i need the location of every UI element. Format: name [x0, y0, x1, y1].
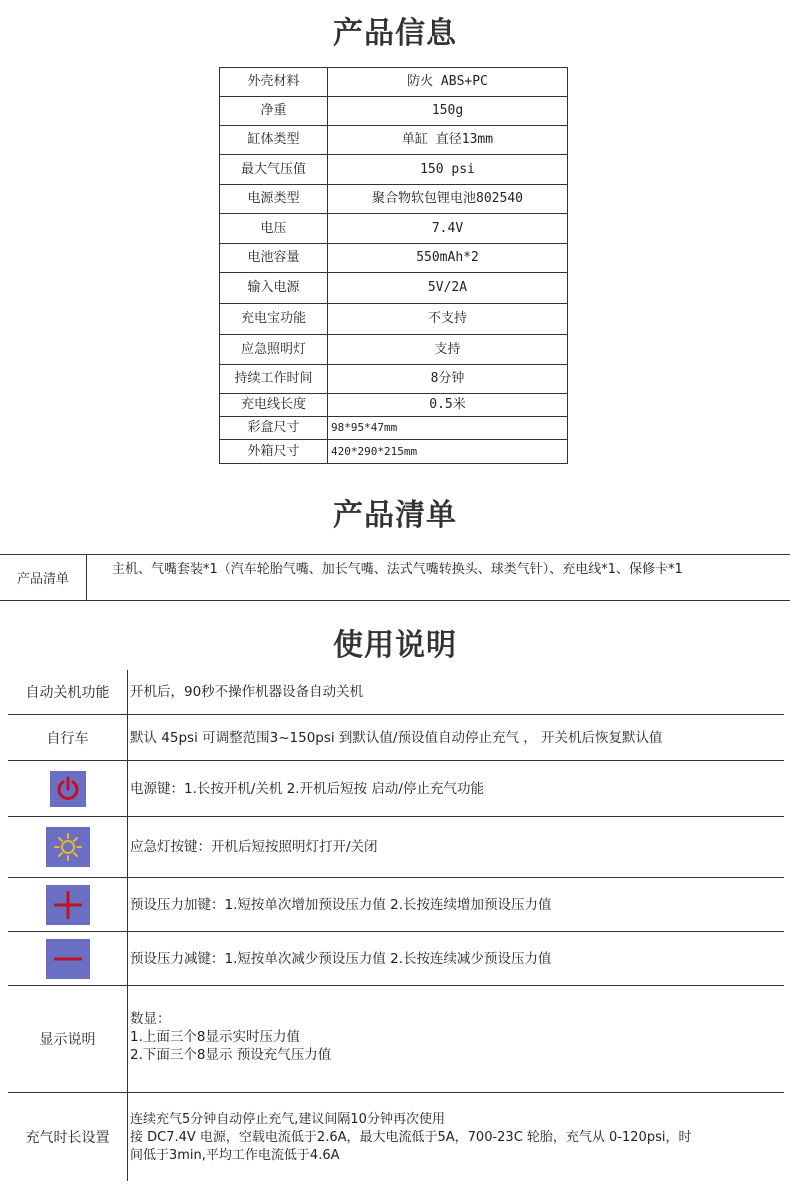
spec-label: 净重 — [220, 97, 328, 126]
spec-label: 电源类型 — [220, 185, 328, 214]
usage-row-light — [8, 817, 784, 878]
usage-label: 自行车 — [8, 715, 128, 760]
spec-value: 不支持 — [328, 304, 568, 335]
spec-value: 聚合物软包锂电池802540 — [328, 185, 568, 214]
spec-value: 150g — [328, 97, 568, 126]
spec-label: 电压 — [220, 214, 328, 244]
spec-label: 最大气压值 — [220, 155, 328, 185]
spec-label: 彩盒尺寸 — [220, 417, 328, 440]
usage-value: 默认 45psi 可调整范围3~150psi 到默认值/预设值自动停止充气 ， 开关机后恢复默认值 — [130, 729, 663, 746]
spec-label: 外箱尺寸 — [220, 440, 328, 464]
usage-row-minus — [8, 932, 784, 986]
display-line: 1.上面三个8显示实时压力值 — [130, 1029, 300, 1045]
usage-row-bicycle — [8, 715, 784, 761]
usage-row-display — [8, 986, 784, 1093]
spec-value: 防火 ABS+PC — [328, 68, 568, 97]
product-list-table — [0, 554, 790, 601]
display-line: 2.下面三个8显示 预设充气压力值 — [130, 1047, 332, 1063]
usage-row-charge-time — [8, 1093, 784, 1181]
minus-icon — [51, 942, 85, 976]
spec-label: 应急照明灯 — [220, 335, 328, 365]
usage-value: 预设压力减键：1.短按单次减少预设压力值 2.长按连续减少预设压力值 — [130, 950, 552, 967]
product-list-value: 主机、气嘴套装*1（汽车轮胎气嘴、加长气嘴、法式气嘴转换头、球类气针）、充电线*1、保修卡*1 — [112, 562, 683, 577]
spec-value: 550mAh*2 — [328, 244, 568, 273]
spec-value: 420*290*215mm — [328, 440, 568, 464]
display-line: 数显： — [130, 1011, 171, 1027]
spec-value: 5V/2A — [328, 273, 568, 304]
usage-row-power — [8, 761, 784, 817]
spec-label: 外壳材料 — [220, 68, 328, 97]
spec-value: 150 psi — [328, 155, 568, 185]
spec-value: 7.4V — [328, 214, 568, 244]
usage-value: 开机后，90秒不操作机器设备自动关机 — [130, 684, 364, 700]
section-title-usage: 使用说明 — [333, 628, 457, 663]
section-title-info: 产品信息 — [333, 16, 457, 51]
product-list-label: 产品清单 — [0, 555, 87, 600]
spec-label: 缸体类型 — [220, 126, 328, 155]
usage-value — [130, 986, 784, 1092]
usage-label: 自动关机功能 — [8, 670, 128, 714]
sun-icon — [53, 832, 83, 862]
usage-value — [130, 1093, 784, 1181]
spec-value: 单缸 直径13mm — [328, 126, 568, 155]
power-button-image — [50, 771, 86, 807]
power-icon — [53, 774, 83, 804]
spec-table — [219, 67, 568, 464]
spec-value: 0.5米 — [328, 394, 568, 417]
usage-label: 充气时长设置 — [8, 1093, 128, 1181]
spec-value: 支持 — [328, 335, 568, 365]
charge-line: 间低于3min,平均工作电流低于4.6A — [130, 1148, 340, 1163]
spec-label: 持续工作时间 — [220, 365, 328, 394]
plus-button-image — [46, 885, 90, 925]
usage-value: 预设压力加键：1.短按单次增加预设压力值 2.长按连续增加预设压力值 — [130, 896, 552, 913]
plus-icon — [51, 888, 85, 922]
usage-label: 显示说明 — [8, 986, 128, 1092]
minus-button-image — [46, 939, 90, 979]
charge-line: 连续充气5分钟自动停止充气,建议间隔10分钟再次使用 — [130, 1112, 445, 1127]
usage-row-auto-off — [8, 670, 784, 715]
spec-label: 充电线长度 — [220, 394, 328, 417]
usage-row-plus — [8, 878, 784, 932]
usage-table — [8, 670, 784, 1181]
spec-value: 8分钟 — [328, 365, 568, 394]
spec-value: 98*95*47mm — [328, 417, 568, 440]
spec-label: 输入电源 — [220, 273, 328, 304]
light-button-image — [46, 827, 90, 867]
usage-value: 电源键：1.长按开机/关机 2.开机后短按 启动/停止充气功能 — [130, 780, 484, 797]
spec-label: 充电宝功能 — [220, 304, 328, 335]
charge-line: 接 DC7.4V 电源，空载电流低于2.6A，最大电流低于5A，700-23C 轮胎，充气从 0-120psi，时 — [130, 1130, 692, 1145]
spec-label: 电池容量 — [220, 244, 328, 273]
usage-value: 应急灯按键：开机后短按照明灯打开/关闭 — [130, 839, 378, 855]
section-title-list: 产品清单 — [333, 498, 457, 533]
